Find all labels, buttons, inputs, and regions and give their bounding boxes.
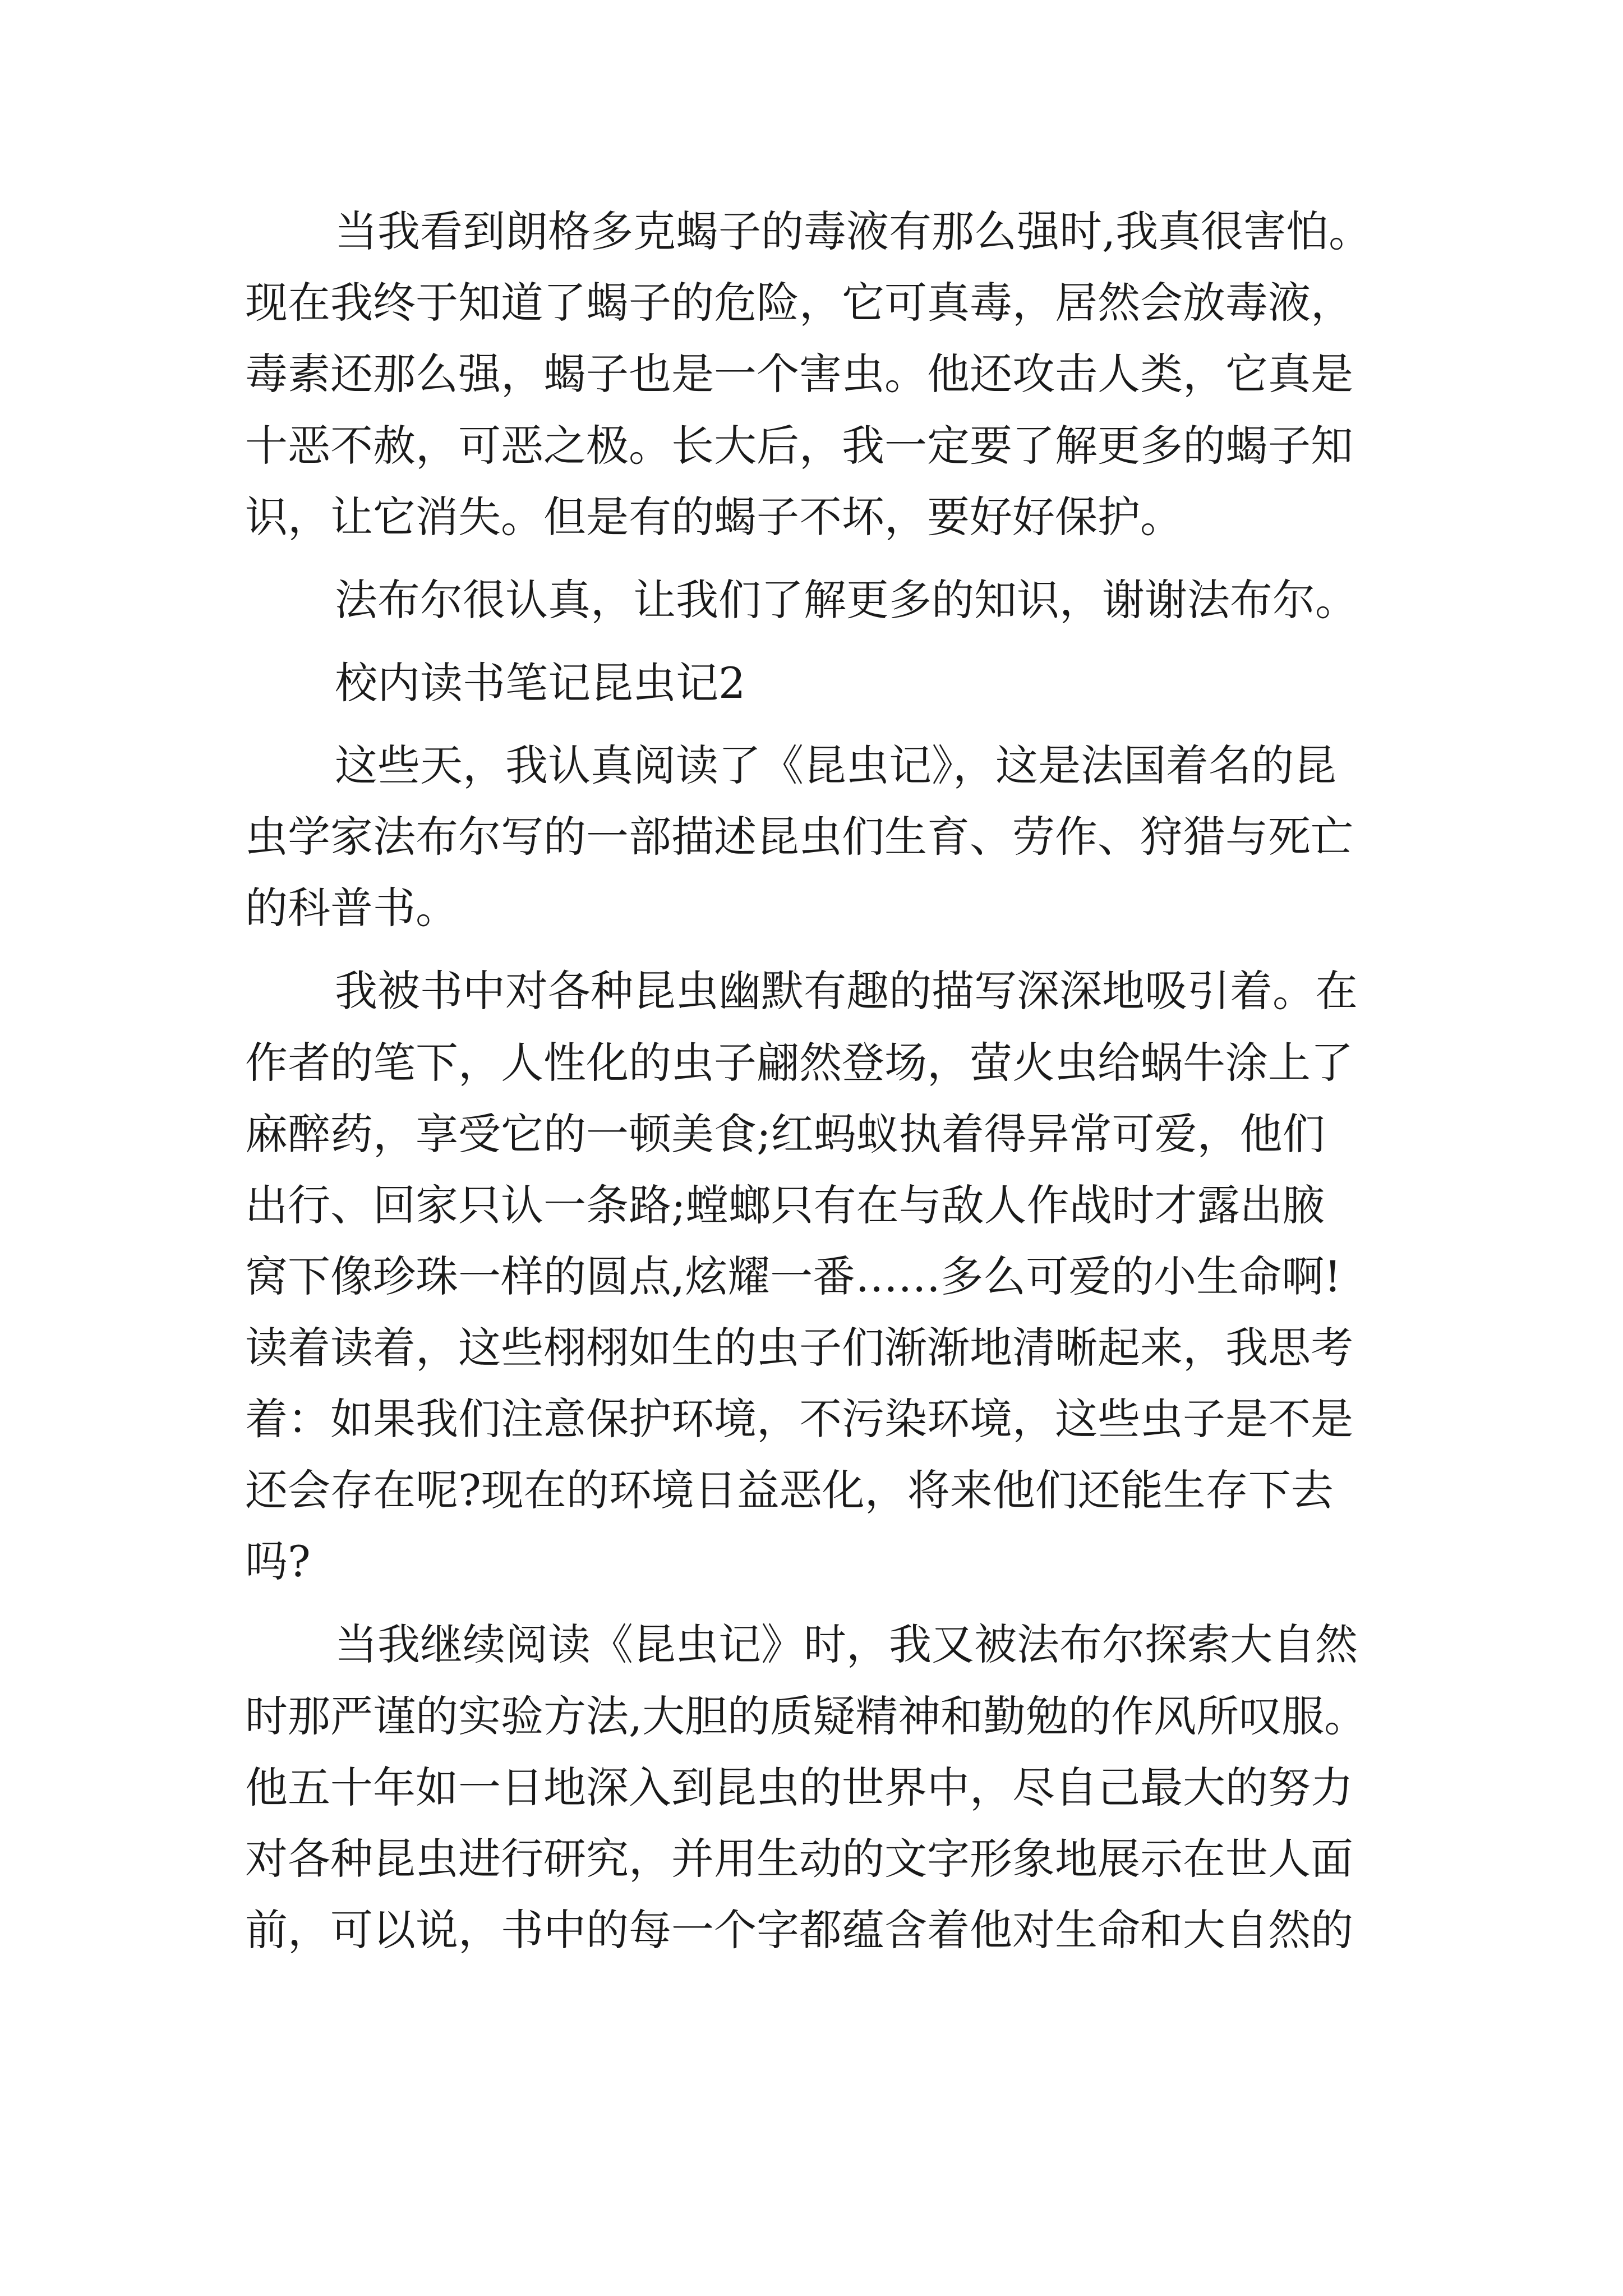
text-line: 读着读着，这些栩栩如生的虫子们渐渐地清晰起来，我思考 [245, 1323, 1353, 1373]
text-line: 时那严谨的实验方法,大胆的质疑精神和勤勉的作风所叹服。 [245, 1691, 1367, 1741]
text-line: 的科普书。 [245, 883, 458, 933]
text-line: 前，可以说，书中的每一个字都蕴含着他对生命和大自然的 [245, 1905, 1353, 1955]
text-line: 对各种昆虫进行研究，并用生动的文字形象地展示在世人面 [245, 1834, 1353, 1884]
text-line: 作者的笔下，人性化的虫子翩然登场，萤火虫给蜗牛涂上了 [245, 1038, 1353, 1088]
text-line: 麻醉药，享受它的一顿美食;红蚂蚁执着得异常可爱，他们 [245, 1109, 1325, 1159]
text-line: 我被书中对各种昆虫幽默有趣的描写深深地吸引着。在 [335, 966, 1358, 1016]
text-line: 还会存在呢?现在的环境日益恶化，将来他们还能生存下去 [245, 1465, 1334, 1515]
text-line: 这些天，我认真阅读了《昆虫记》，这是法国着名的昆 [335, 740, 1336, 790]
section-heading: 校内读书笔记昆虫记2 [335, 658, 746, 708]
text-line: 识，让它消失。但是有的蝎子不坏，要好好保护。 [245, 492, 1183, 542]
text-line: 十恶不赦，可恶之极。长大后，我一定要了解更多的蝎子知 [245, 421, 1353, 471]
text-line: 现在我终于知道了蝎子的危险，它可真毒，居然会放毒液， [245, 278, 1353, 328]
text-line: 当我继续阅读《昆虫记》时，我又被法布尔探索大自然 [335, 1619, 1358, 1669]
text-line: 出行、回家只认一条路;螳螂只有在与敌人作战时才露出腋 [245, 1180, 1325, 1230]
text-line: 虫学家法布尔写的一部描述昆虫们生育、劳作、狩猎与死亡 [245, 812, 1353, 862]
text-line: 法布尔很认真，让我们了解更多的知识，谢谢法布尔。 [335, 575, 1358, 625]
text-line: 吗? [245, 1536, 311, 1586]
text-line: 毒素还那么强，蝎子也是一个害虫。他还攻击人类，它真是 [245, 349, 1353, 399]
text-line: 当我看到朗格多克蝎子的毒液有那么强时,我真很害怕。 [335, 206, 1372, 256]
text-line: 窝下像珍珠一样的圆点,炫耀一番……多么可爱的小生命啊! [245, 1251, 1341, 1301]
text-line: 着：如果我们注意保护环境，不污染环境，这些虫子是不是 [245, 1394, 1353, 1444]
text-line: 他五十年如一日地深入到昆虫的世界中，尽自己最大的努力 [245, 1763, 1353, 1812]
